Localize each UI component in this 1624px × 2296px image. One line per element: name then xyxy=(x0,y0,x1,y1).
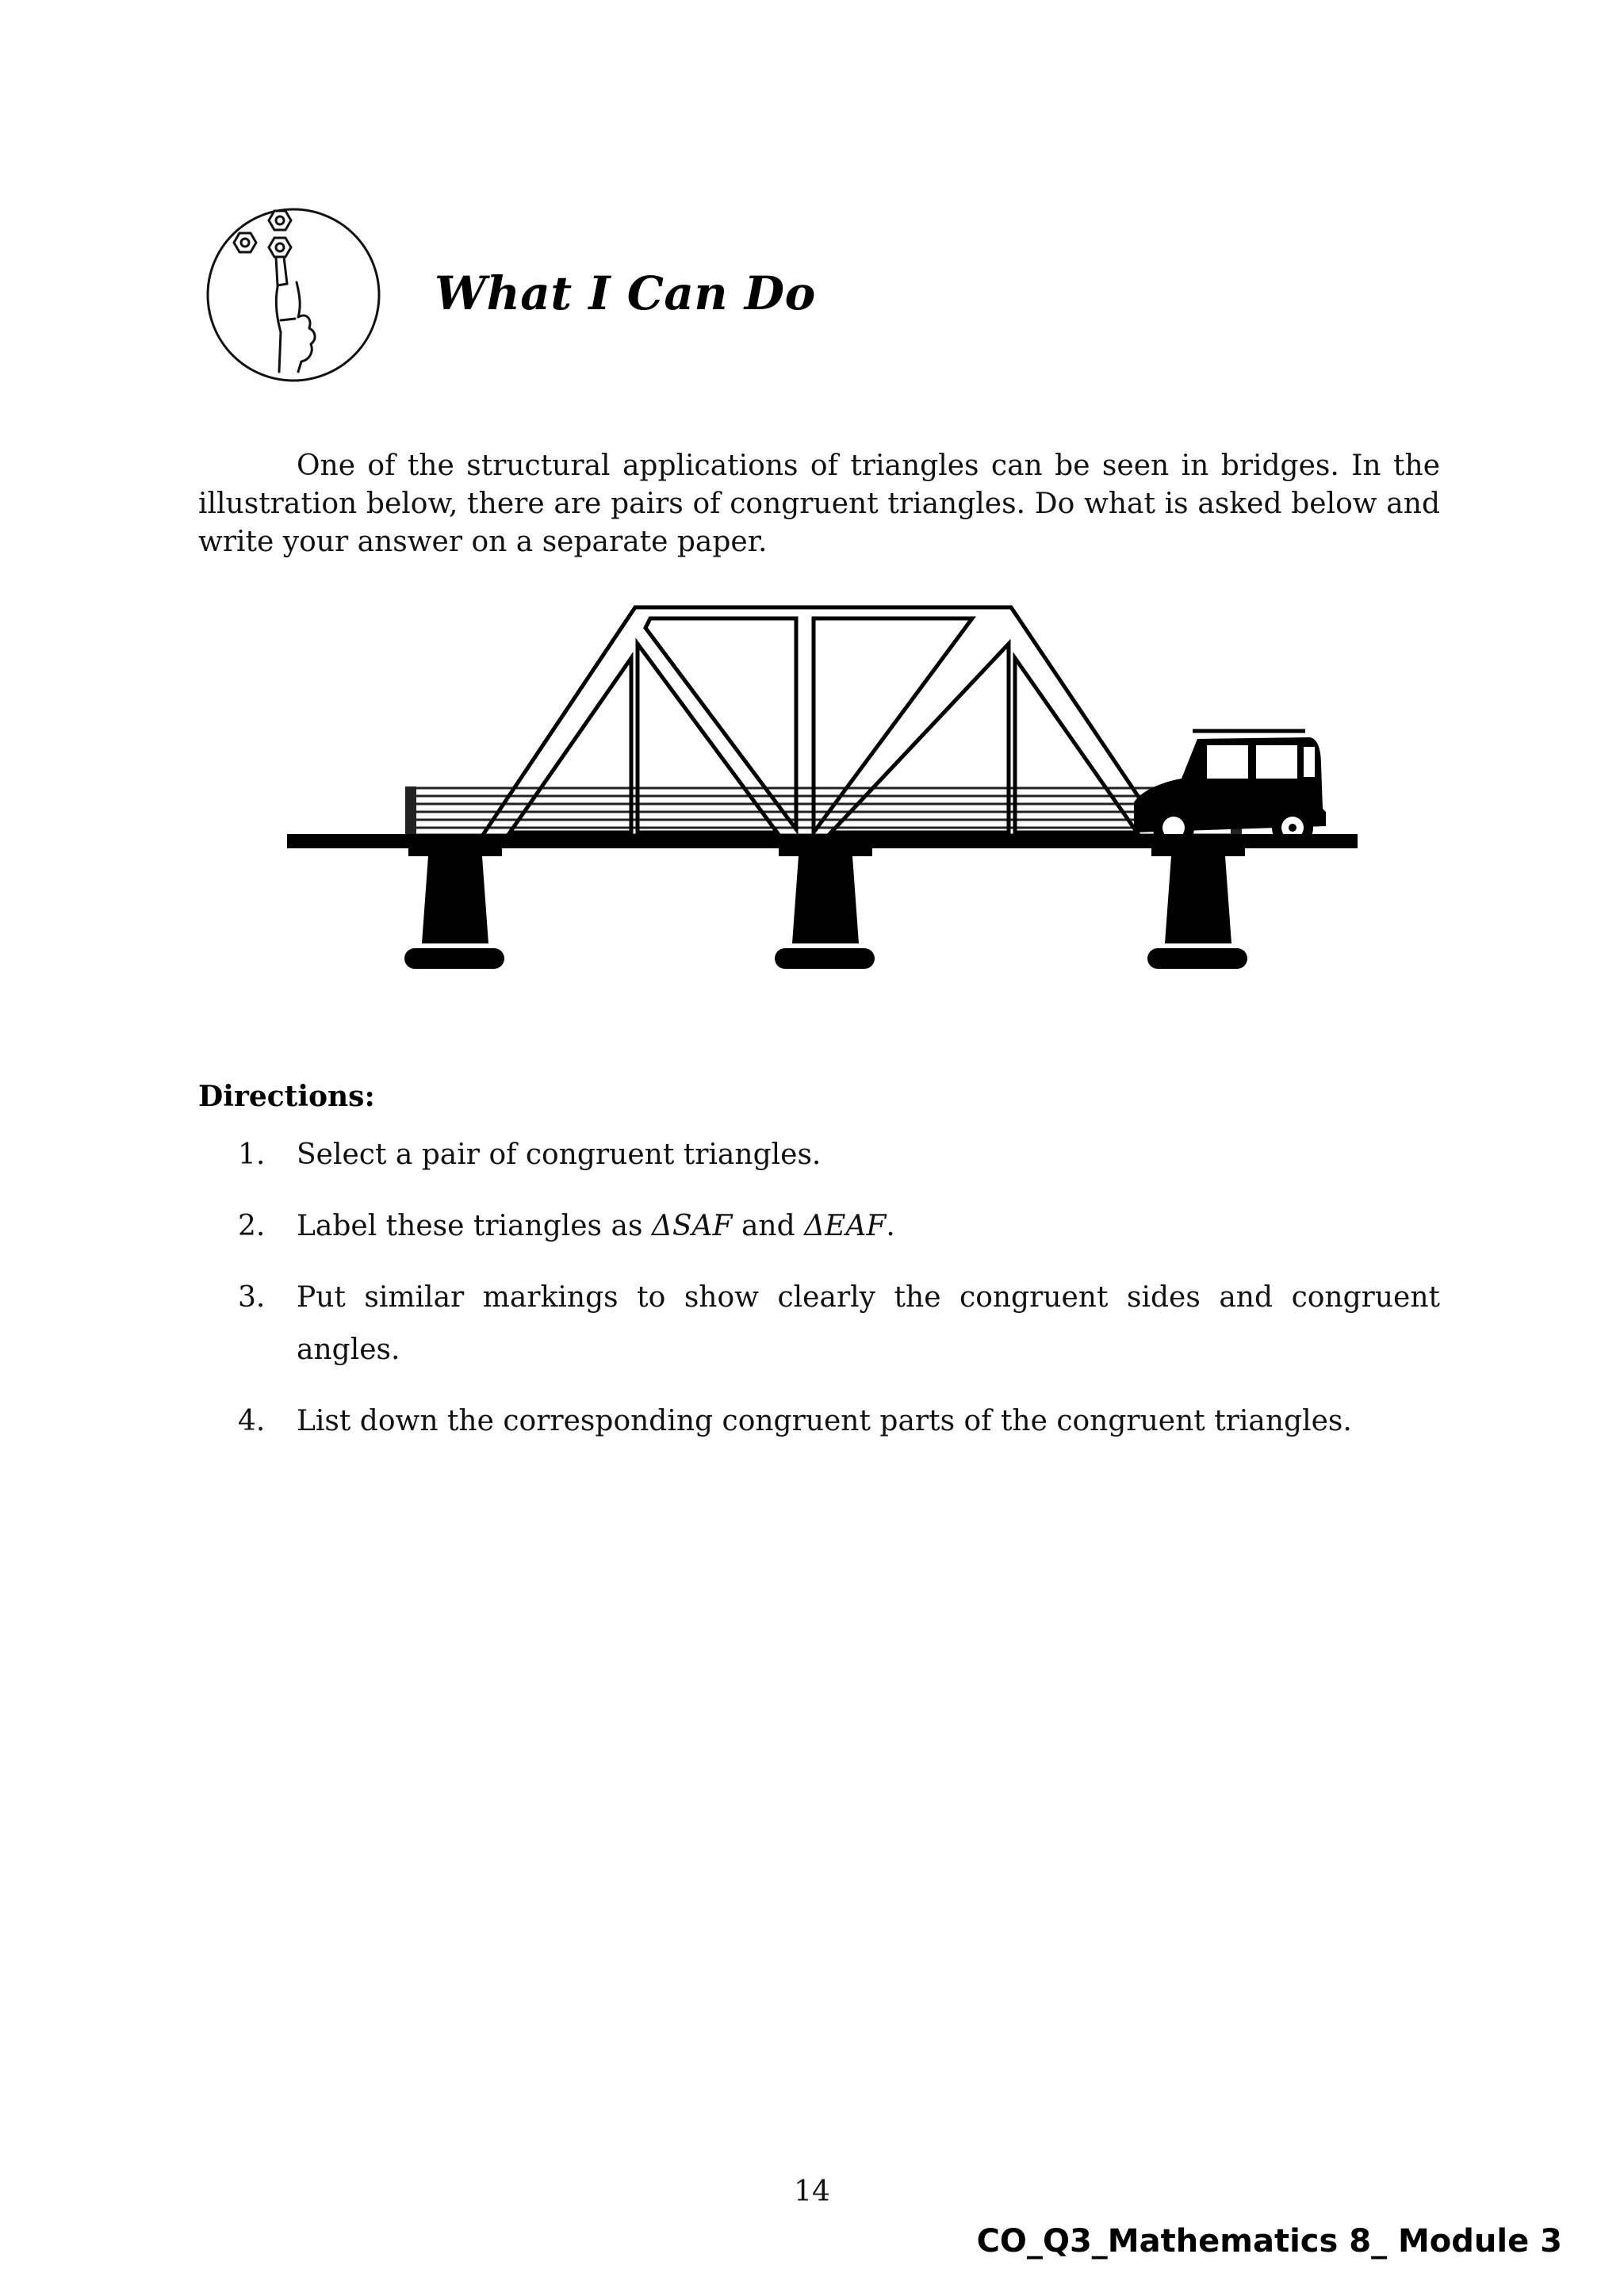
page-number: 14 xyxy=(794,2175,830,2208)
list-item-text: Select a pair of congruent triangles. xyxy=(297,1138,822,1171)
hand-holding-wrench-with-nuts-icon xyxy=(201,201,385,385)
list-item-number: 1. xyxy=(238,1138,266,1171)
railing-post-left xyxy=(405,786,416,839)
directions-title: Directions: xyxy=(198,1080,375,1113)
car-icon xyxy=(1134,731,1326,848)
truss-bridge-icon xyxy=(278,595,1372,983)
section-title: What I Can Do xyxy=(435,266,816,320)
intro-paragraph: One of the structural applications of triangles can be seen in bridges. In the illustration below, there are pairs of congruent triangles. Do what is asked below and write your answer on a separate paper. xyxy=(198,450,1440,558)
triangle-label-eaf: ΔEAF xyxy=(804,1210,887,1242)
list-item-text-part: . xyxy=(886,1210,895,1242)
list-item-number: 4. xyxy=(238,1405,266,1437)
triangle-label-saf: ΔSAF xyxy=(651,1210,733,1242)
list-item xyxy=(238,1200,1440,1253)
list-item-number: 3. xyxy=(238,1281,266,1314)
list-item-text xyxy=(297,1200,1440,1253)
directions-list xyxy=(238,1129,1440,1467)
list-item-text: List down the corresponding congruent parts of the congruent triangles. xyxy=(297,1405,1352,1437)
list-item-text: Put similar markings to show clearly the congruent sides and congruent angles. xyxy=(297,1281,1440,1366)
list-item xyxy=(238,1129,1440,1181)
list-item xyxy=(238,1395,1440,1448)
bridge-deck xyxy=(287,834,1358,848)
bridge-railing xyxy=(416,788,1237,835)
list-item xyxy=(238,1272,1440,1376)
list-item-number: 2. xyxy=(238,1210,266,1242)
bridge-piers xyxy=(404,847,1247,969)
module-code: CO_Q3_Mathematics 8_ Module 3 xyxy=(976,2223,1562,2260)
list-item-text-part: and xyxy=(732,1210,805,1242)
list-item-text-part: Label these triangles as xyxy=(297,1210,652,1242)
